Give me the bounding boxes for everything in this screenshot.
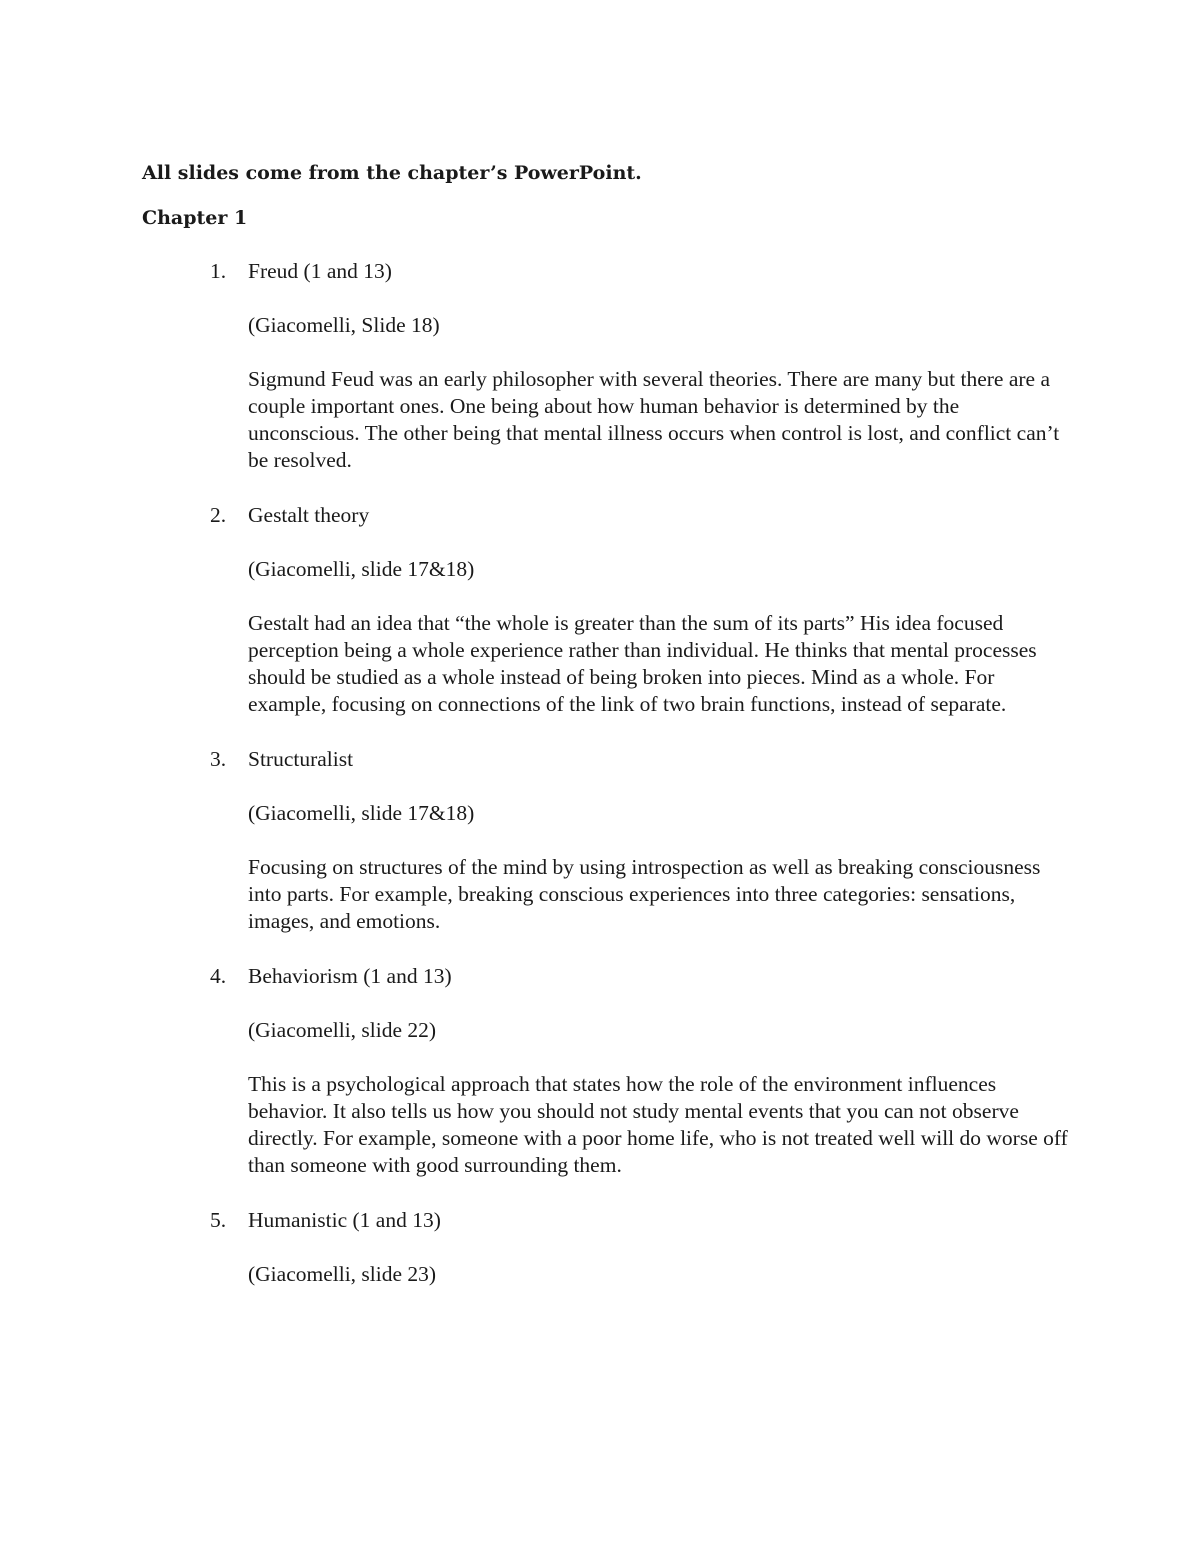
entry-description: Gestalt had an idea that “the whole is greater than the sum of its parts” His idea focused perception being a whole experience rather than individual. He thinks that mental processes should be studied as a whole instead of being broken into pieces. Mind as a whole. For example, focusing on connections of the link of two brain functions, instead of separate. — [248, 611, 1037, 716]
list-item — [0, 1207, 1200, 1288]
entry-number: 5. — [210, 1208, 227, 1232]
chapter-heading: Chapter 1 — [142, 207, 248, 229]
entry-number: 1. — [210, 259, 227, 283]
entry-body — [248, 258, 1068, 474]
entry-description: Sigmund Feud was an early philosopher with several theories. There are many but there are a couple important ones. One being about how human behavior is determined by the unconscious. The other being that mental illness occurs when control is lost, and conflict can’t be resolved. — [248, 367, 1060, 472]
entry-citation: (Giacomelli, slide 17&18) — [248, 801, 475, 825]
entry-list — [0, 258, 1200, 1316]
entry-number: 2. — [210, 503, 227, 527]
entry-description: This is a psychological approach that states how the role of the environment influences behavior. It also tells us how you should not study mental events that you can not observe directly. For example, someone with a poor home life, who is not treated well will do worse off than someone with good surrounding them. — [248, 1072, 1068, 1177]
entry-body — [248, 1207, 1068, 1288]
entry-citation: (Giacomelli, slide 17&18) — [248, 557, 475, 581]
list-item — [0, 963, 1200, 1179]
entry-title: Humanistic (1 and 13) — [248, 1208, 441, 1232]
entry-citation: (Giacomelli, slide 22) — [248, 1018, 437, 1042]
list-item — [0, 502, 1200, 718]
entry-body — [248, 502, 1068, 718]
entry-number: 3. — [210, 747, 227, 771]
entry-title: Gestalt theory — [248, 503, 370, 527]
entry-title: Behaviorism (1 and 13) — [248, 964, 452, 988]
entry-title: Freud (1 and 13) — [248, 259, 392, 283]
entry-title: Structuralist — [248, 747, 354, 771]
entry-body — [248, 963, 1068, 1179]
entry-citation: (Giacomelli, Slide 18) — [248, 313, 440, 337]
entry-description: Focusing on structures of the mind by using introspection as well as breaking consciousness into parts. For example, breaking conscious experiences into three categories: sensations, images, and emotions. — [248, 855, 1041, 933]
list-item — [0, 258, 1200, 474]
intro-note: All slides come from the chapter’s PowerPoint. — [142, 162, 642, 184]
entry-number: 4. — [210, 964, 227, 988]
entry-body — [248, 746, 1068, 935]
entry-citation: (Giacomelli, slide 23) — [248, 1262, 437, 1286]
list-item — [0, 746, 1200, 935]
